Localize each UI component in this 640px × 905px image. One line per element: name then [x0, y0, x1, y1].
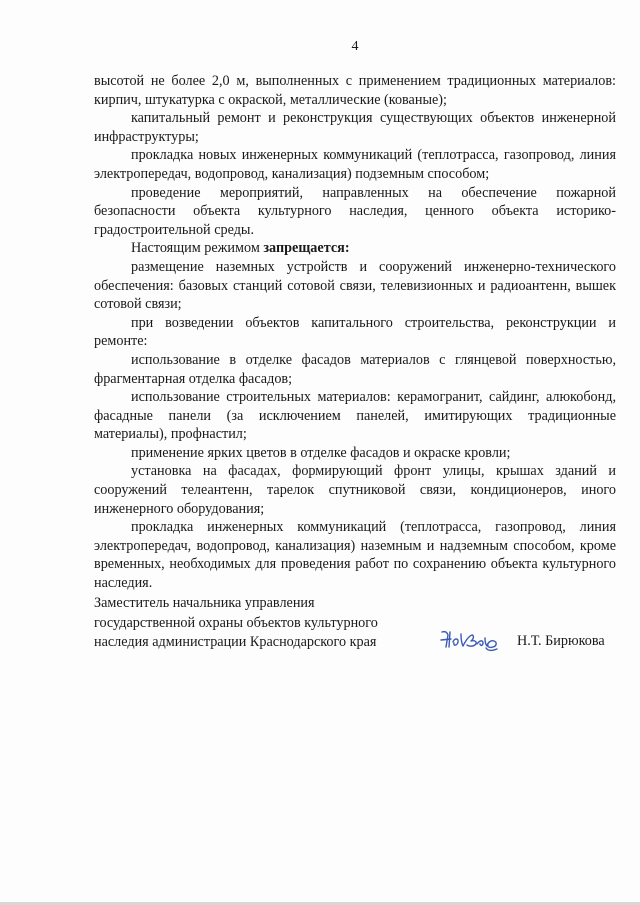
- prohibited-item-facade-equipment: установка на фасадах, формирующий фронт улицы, крышах зданий и сооружений телеантенн, тарелок спутниковой связи, кондиционеров, иного инженерного оборудования;: [94, 463, 616, 517]
- paragraph-materials: высотой не более 2,0 м, выполненных с применением традиционных материалов: кирпич, штукатурка с окраской, металлические (кованые);: [94, 73, 616, 108]
- prohibited-item-overground-communications: прокладка инженерных коммуникаций (теплотрасса, газопровод, линия электропередач, водопровод, канализация) наземным и надземным способом, кроме временных, необходимых для проведения работ по сохранению объекта культурного наследия.: [94, 519, 616, 592]
- prohibition-heading: [94, 239, 616, 258]
- prohibited-item-ground-devices: размещение наземных устройств и сооружений инженерно-технического обеспечения: базовых станций сотовой связи, телевизионных и радиоантенн, вышек сотовой связи;: [94, 258, 616, 313]
- prohibition-bold: запрещается:: [263, 240, 350, 257]
- paragraph-new-communications: прокладка новых инженерных коммуникаций (теплотрасса, газопровод, линия электропередач, водопровод, канализация) подземным способом;: [94, 147, 616, 182]
- handwritten-signature: [439, 626, 501, 654]
- signatory-position-line: государственной охраны объектов культурного: [94, 614, 378, 631]
- prohibited-item-glossy-facades: использование в отделке фасадов материалов с глянцевой поверхностью, фрагментарная отделка фасадов;: [94, 351, 616, 387]
- prohibited-item-building-materials: использование строительных материалов: керамогранит, сайдинг, алюкобонд, фасадные панели (за исключением панелей, имитирующих традиционные материалы), профнастил;: [94, 389, 616, 443]
- signatory-name: Н.Т. Бирюкова: [517, 633, 605, 649]
- signatory-position-line: Заместитель начальника управления: [94, 595, 315, 611]
- signatory-position-line: наследия администрации Краснодарского края: [94, 634, 377, 650]
- page-number: 4: [351, 39, 359, 54]
- prohibited-item-construction: при возведении объектов капитального строительства, реконструкции и ремонте:: [94, 314, 616, 350]
- paragraph-capital-repair: капитальный ремонт и реконструкция существующих объектов инженерной инфраструктуры;: [94, 110, 616, 145]
- prohibited-item-bright-colors: применение ярких цветов в отделке фасадов и окраске кровли;: [131, 444, 511, 461]
- document-body: [94, 72, 616, 593]
- paragraph-fire-safety: проведение мероприятий, направленных на обеспечение пожарной безопасности объекта культурного наследия, ценного объекта историко-градостроительной среды.: [94, 184, 616, 238]
- prohibition-intro: Настоящим режимом: [131, 240, 260, 257]
